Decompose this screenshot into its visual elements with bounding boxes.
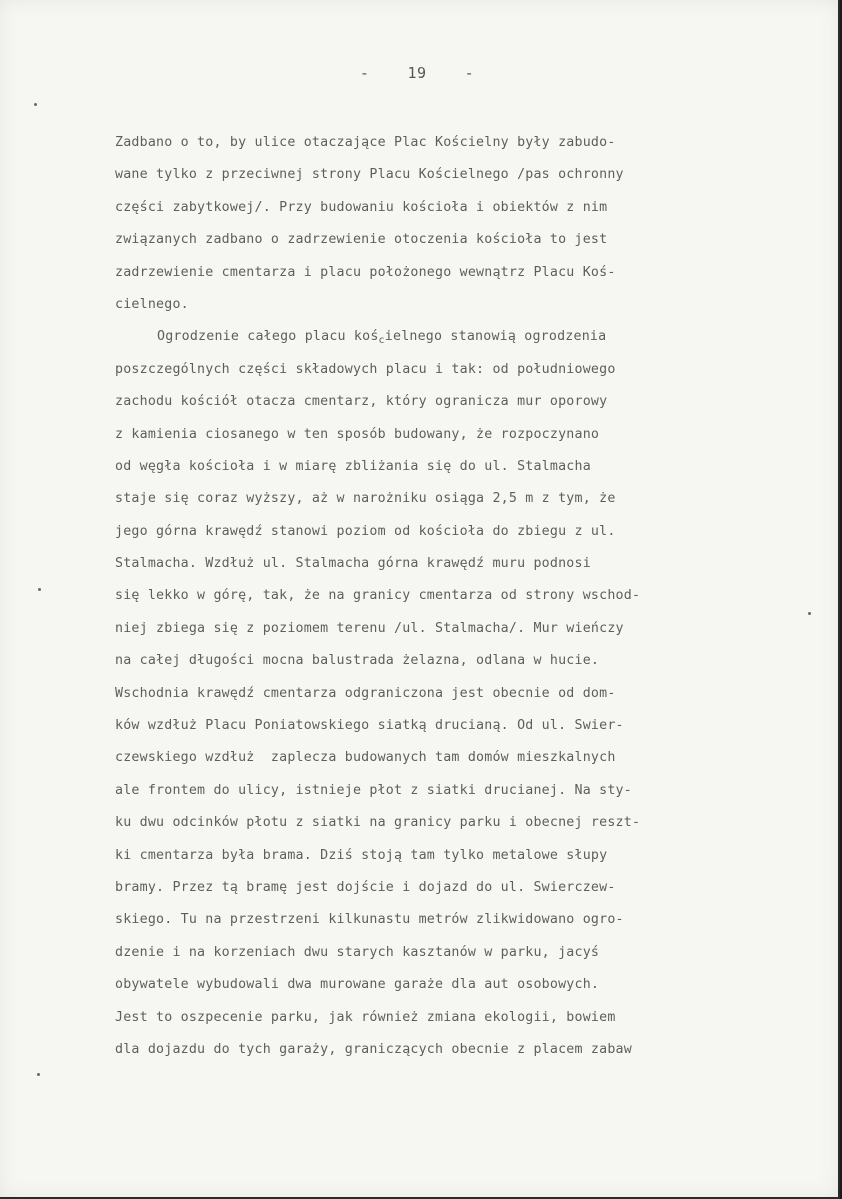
text-line: staje się coraz wyższy, aż w narożniku osiąga 2,5 m z tym, że <box>115 491 616 507</box>
text-line: Zadbano o to, by ulice otaczające Plac Kościelny były zabudo- <box>115 135 616 150</box>
text-line: Stalmacha. Wzdłuż ul. Stalmacha górna krawędź muru podnosi <box>115 556 591 572</box>
text-line: na całej długości mocna balustrada żelazna, odlana w hucie. <box>115 653 600 669</box>
text-line: Jest to oszpecenie parku, jak również zmiana ekologii, bowiem <box>115 1009 616 1025</box>
text-line: wane tylko z przeciwnej strony Placu Kościelnego /pas ochronny <box>115 167 624 183</box>
subscript-letter: c <box>378 335 385 347</box>
text-line: obywatele wybudowali dwa murowane garaże dla aut osobowych. <box>115 977 600 993</box>
text-line: od węgła kościoła i w miarę zbliżania się do ul. Stalmacha <box>115 458 591 474</box>
text-line: się lekko w górę, tak, że na granicy cmentarza od strony wschod- <box>115 588 641 604</box>
body-text <box>115 133 755 1072</box>
margin-mark <box>808 612 811 615</box>
text-line: Wschodnia krawędź cmentarza odgraniczona jest obecnie od dom- <box>115 685 616 701</box>
margin-mark <box>34 103 37 106</box>
text-line: zadrzewienie cmentarza i placu położonego wewnątrz Placu Koś- <box>115 264 616 280</box>
text-line: zachodu kościół otacza cmentarz, który ogranicza mur oporowy <box>115 394 608 410</box>
text-fragment: ielnego stanowią ogrodzenia <box>384 329 607 345</box>
text-line-first <box>115 327 755 359</box>
text-line: części zabytkowej/. Przy budowaniu kościoła i obiektów z nim <box>115 199 608 215</box>
paragraph-2 <box>115 327 755 1072</box>
text-line: czewskiego wzdłuż zaplecza budowanych tam domów mieszkalnych <box>115 750 616 766</box>
text-line: dla dojazdu do tych garaży, graniczących obecnie z placem zabaw <box>115 1041 632 1057</box>
text-line: skiego. Tu na przestrzeni kilkunastu metrów zlikwidowano ogro- <box>115 912 624 928</box>
paragraph-1 <box>115 133 755 327</box>
text-line: ków wzdłuż Placu Poniatowskiego siatką drucianą. Od ul. Swier- <box>115 718 624 734</box>
text-line: z kamienia ciosanego w ten sposób budowany, że rozpoczynano <box>115 426 600 442</box>
text-line: jego górna krawędź stanowi poziom od kościoła do zbiegu z ul. <box>115 523 616 539</box>
text-line: cielnego. <box>115 296 189 312</box>
margin-mark <box>37 1073 40 1076</box>
text-line: związanych zadbano o zadrzewienie otoczenia kościoła to jest <box>115 232 608 248</box>
text-line: poszczególnych części składowych placu i tak: od południowego <box>115 361 616 377</box>
margin-mark <box>38 588 41 591</box>
text-fragment: Ogrodzenie całego placu koś <box>157 329 379 345</box>
text-line: ki cmentarza była brama. Dziś stoją tam tylko metalowe słupy <box>115 847 608 863</box>
text-line: niej zbiega się z poziomem terenu /ul. Stalmacha/. Mur wieńczy <box>115 620 624 636</box>
text-line: bramy. Przez tą bramę jest dojście i dojazd do ul. Swierczew- <box>115 879 616 895</box>
text-line: dzenie i na korzeniach dwu starych kasztanów w parku, jacyś <box>115 944 600 960</box>
text-line: ku dwu odcinków płotu z siatki na granicy parku i obecnej reszt- <box>115 815 641 831</box>
page-number: - 19 - <box>359 64 475 82</box>
text-line: ale frontem do ulicy, istnieje płot z siatki drucianej. Na sty- <box>115 782 632 798</box>
